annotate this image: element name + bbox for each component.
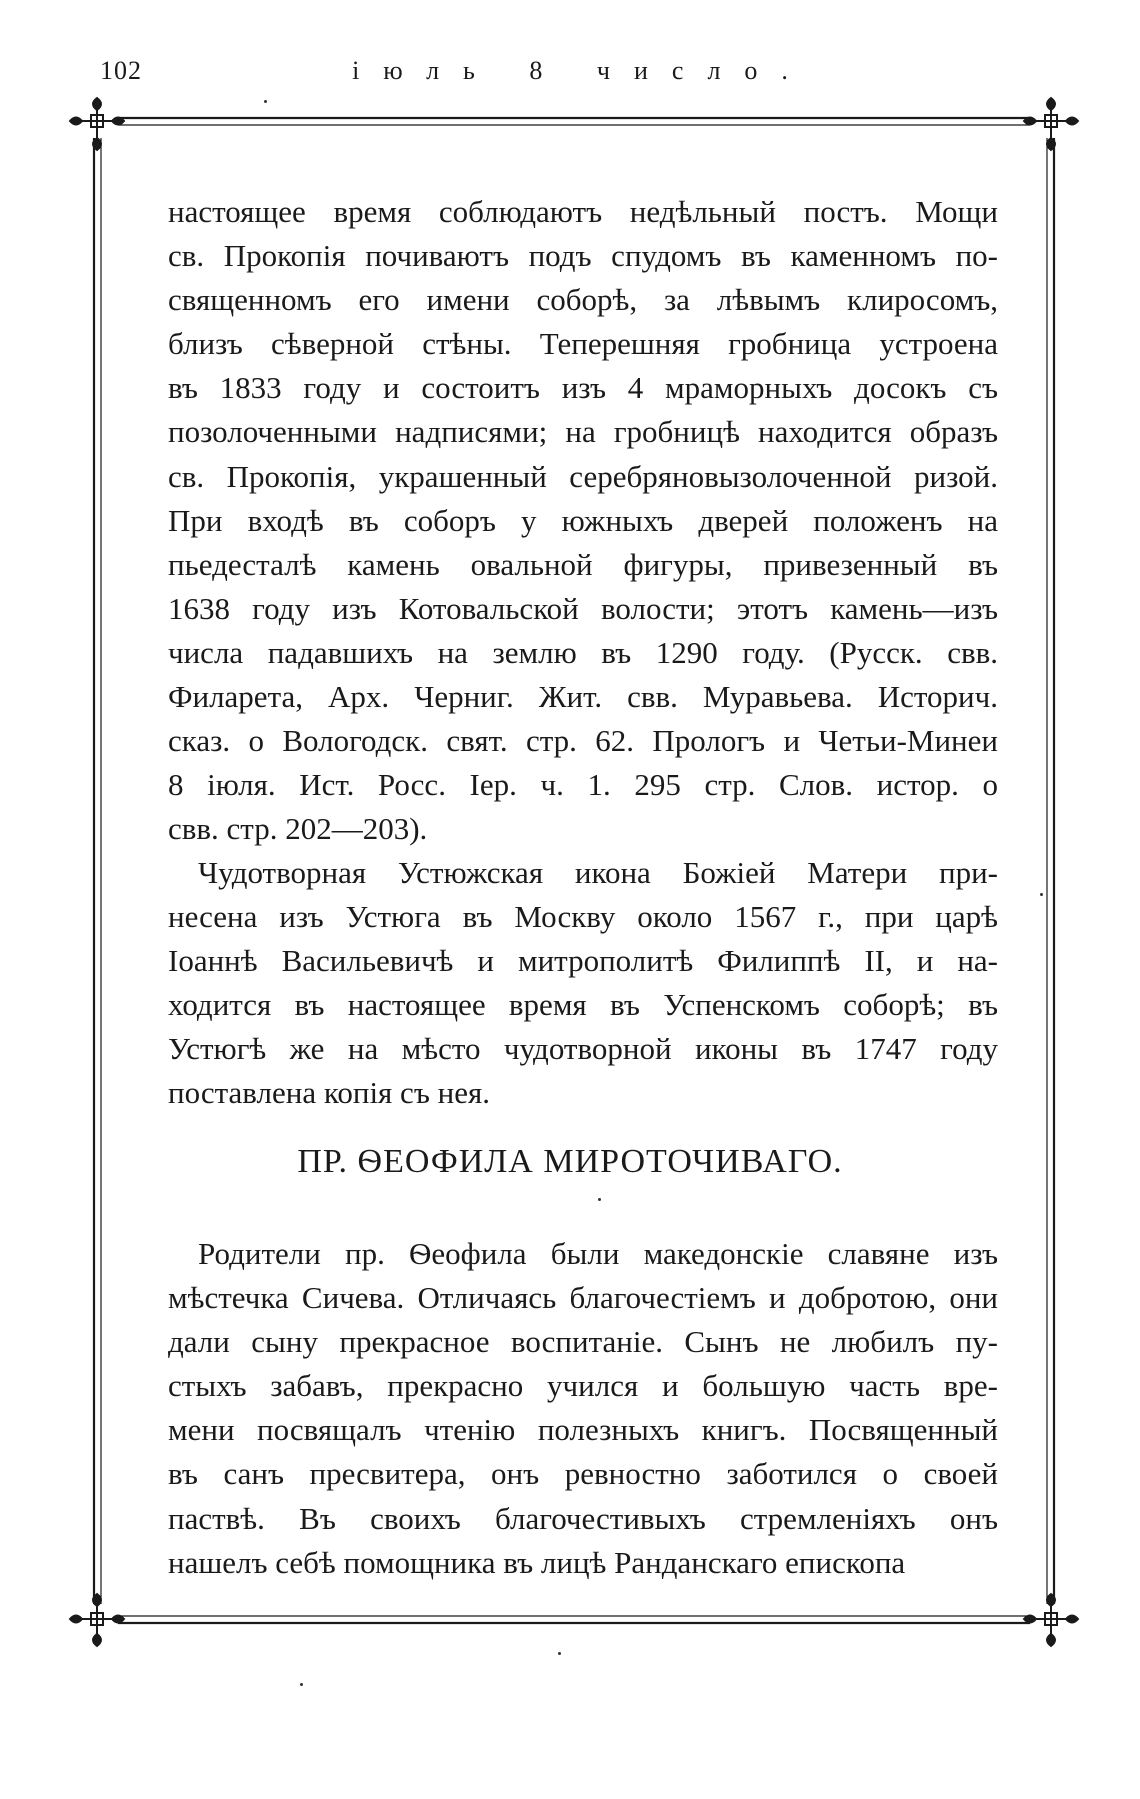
text-line: мени посвящалъ чтенію полезныхъ книгъ. Посвященный	[168, 1412, 998, 1448]
text-line: числа падавшихъ на землю въ 1290 году. (Русск. свв.	[168, 634, 998, 670]
text-line: паствѣ. Въ своихъ благочестивыхъ стремленіяхъ онъ	[168, 1500, 998, 1536]
paragraph-3	[168, 1232, 998, 1585]
page-number: 102	[100, 56, 142, 85]
text-line: несена изъ Устюга въ Москву около 1567 г., при царѣ	[168, 899, 998, 935]
text-line: близъ сѣверной стѣны. Теперешняя гробница устроена	[168, 326, 998, 362]
paragraph-1	[168, 190, 998, 851]
text-line: въ санъ пресвитера, онъ ревностно заботился о своей	[168, 1456, 998, 1492]
text-line: ходится въ настоящее время въ Успенскомъ соборѣ; въ	[168, 987, 998, 1023]
corner-ornament-bottom-left-icon	[70, 1594, 124, 1646]
main-text	[168, 190, 998, 851]
text-line: позолоченными надписями; на гробницѣ находится образъ	[168, 414, 998, 450]
text-line: сказ. о Вологодск. свят. стр. 62. Прологъ и Четьи-Минеи	[168, 723, 998, 759]
ink-speck	[598, 1198, 601, 1201]
text-line: настоящее время соблюдаютъ недѣльный постъ. Мощи	[168, 194, 998, 229]
text-line: стыхъ забавъ, прекрасно учился и большую часть вре-	[168, 1368, 998, 1404]
text-line: пьедесталѣ камень овальной фигуры, привезенный въ	[168, 546, 998, 582]
text-line: нашелъ себѣ помощника въ лицѣ Ранданскаго епископа	[168, 1544, 906, 1580]
text-line: въ 1833 году и состоитъ изъ 4 мраморныхъ досокъ съ	[168, 370, 998, 406]
text-line: При входѣ въ соборъ у южныхъ дверей положенъ на	[168, 502, 998, 538]
text-line: мѣстечка Сичева. Отличаясь благочестіемъ и добротою, они	[168, 1280, 998, 1316]
corner-ornament-bottom-right-icon	[1024, 1594, 1078, 1646]
text-line: дали сыну прекрасное воспитаніе. Сынъ не любилъ пу-	[168, 1324, 998, 1360]
text-line: Филарета, Арх. Черниг. Жит. свв. Муравьева. Историч.	[168, 679, 998, 715]
corner-ornament-top-right-icon	[1024, 98, 1078, 150]
text-line: Устюгѣ же на мѣсто чудотворной иконы въ 1747 году	[168, 1031, 998, 1067]
text-line: Іоаннѣ Васильевичѣ и митрополитѣ Филиппѣ II, и на-	[168, 943, 998, 979]
paragraph-2	[168, 851, 998, 1116]
ink-speck	[300, 1683, 303, 1686]
text-line: Чудотворная Устюжская икона Божіей Матери при-	[198, 855, 998, 890]
second-text	[168, 851, 998, 1116]
ink-speck	[264, 100, 267, 103]
text-line: 8 іюля. Ист. Росс. Іер. ч. 1. 295 стр. Слов. истор. о	[168, 767, 998, 803]
ink-speck	[1040, 893, 1043, 896]
corner-ornament-top-left-icon	[70, 98, 124, 150]
text-line: 1638 году изъ Котовальской волости; этотъ камень—изъ	[168, 590, 998, 626]
text-line: св. Прокопія, украшенный серебряновызолоченной ризой.	[168, 458, 998, 494]
ink-speck	[558, 1652, 561, 1655]
text-line: поставлена копія съ нея.	[168, 1075, 490, 1111]
text-line: свв. стр. 202—203).	[168, 811, 428, 847]
text-line: св. Прокопія почиваютъ подъ спудомъ въ каменномъ по-	[168, 238, 998, 274]
text-line: Родители пр. Ѳеофила были македонскіе славяне изъ	[198, 1236, 998, 1271]
third-text	[168, 1232, 998, 1585]
section-title: ПР. ѲЕОФИЛА МИРОТОЧИВАГО.	[297, 1143, 843, 1180]
running-head: іюль 8 число.	[352, 56, 812, 85]
text-line: священномъ его имени соборѣ, за лѣвымъ клиросомъ,	[168, 282, 998, 318]
